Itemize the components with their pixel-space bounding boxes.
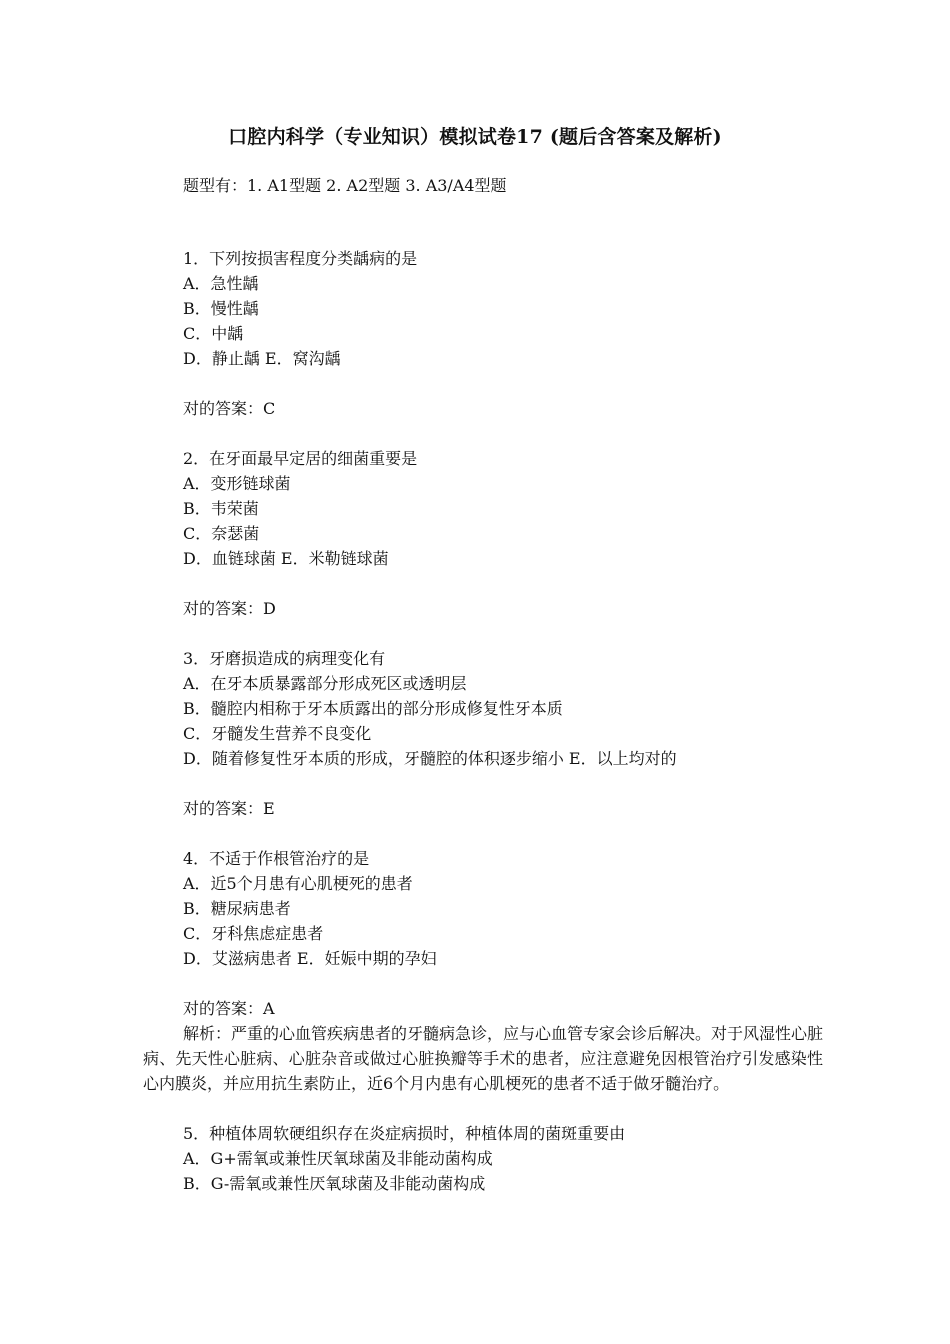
question-1 [183, 246, 823, 371]
option-d-e: D．随着修复性牙本质的形成，牙髓腔的体积逐步缩小 E．以上均对的 [183, 749, 677, 768]
option-a: A．在牙本质暴露部分形成死区或透明层 [183, 674, 467, 693]
question-stem: 4．不适于作根管治疗的是 [183, 849, 370, 868]
question-stem: 5．种植体周软硬组织存在炎症病损时，种植体周的菌斑重要由 [183, 1124, 626, 1143]
option-d-e: D．血链球菌 E．米勒链球菌 [183, 549, 389, 568]
question-5 [183, 1121, 823, 1196]
option-b: B．糖尿病患者 [183, 899, 291, 918]
option-b: B．韦荣菌 [183, 499, 259, 518]
question-3 [183, 646, 823, 771]
option-b: B．慢性龋 [183, 299, 259, 318]
answer-1: 对的答案：C [183, 399, 276, 418]
option-a: A．变形链球菌 [183, 474, 291, 493]
answer-2: 对的答案：D [183, 599, 276, 618]
option-b: B．G-需氧或兼性厌氧球菌及非能动菌构成 [183, 1174, 486, 1193]
option-c: C．牙髓发生营养不良变化 [183, 724, 372, 743]
option-c: C．牙科焦虑症患者 [183, 924, 324, 943]
option-a: A．急性龋 [183, 274, 259, 293]
question-list [143, 246, 824, 1196]
answer-3: 对的答案：E [183, 799, 275, 818]
option-c: C．中龋 [183, 324, 244, 343]
option-d-e: D．艾滋病患者 E．妊娠中期的孕妇 [183, 949, 437, 968]
option-b: B．髓腔内相称于牙本质露出的部分形成修复性牙本质 [183, 699, 563, 718]
answer-4: 对的答案：A [183, 999, 275, 1018]
question-stem: 2．在牙面最早定居的细菌重要是 [183, 449, 418, 468]
option-a: A．G+需氧或兼性厌氧球菌及非能动菌构成 [183, 1149, 493, 1168]
question-stem: 1．下列按损害程度分类龋病的是 [183, 249, 418, 268]
analysis-4: 解析：严重的心血管疾病患者的牙髓病急诊，应与心血管专家会诊后解决。对于风湿性心脏病、先天性心脏病、心脏杂音或做过心脏换瓣等手术的患者，应注意避免因根管治疗引发感染性心内膜炎，并应用抗生素防止，近6个月内患有心肌梗死的患者不适于做牙髓治疗。 [143, 1024, 824, 1093]
question-2 [183, 446, 823, 571]
document-title: 口腔内科学（专业知识）模拟试卷17 (题后含答案及解析) [228, 126, 722, 148]
question-types-line: 题型有：1. A1型题 2. A2型题 3. A3/A4型题 [183, 176, 507, 195]
option-d-e: D．静止龋 E．窝沟龋 [183, 349, 341, 368]
question-stem: 3．牙磨损造成的病理变化有 [183, 649, 386, 668]
option-a: A．近5个月患有心肌梗死的患者 [183, 874, 413, 893]
option-c: C．奈瑟菌 [183, 524, 260, 543]
question-4 [183, 846, 823, 971]
